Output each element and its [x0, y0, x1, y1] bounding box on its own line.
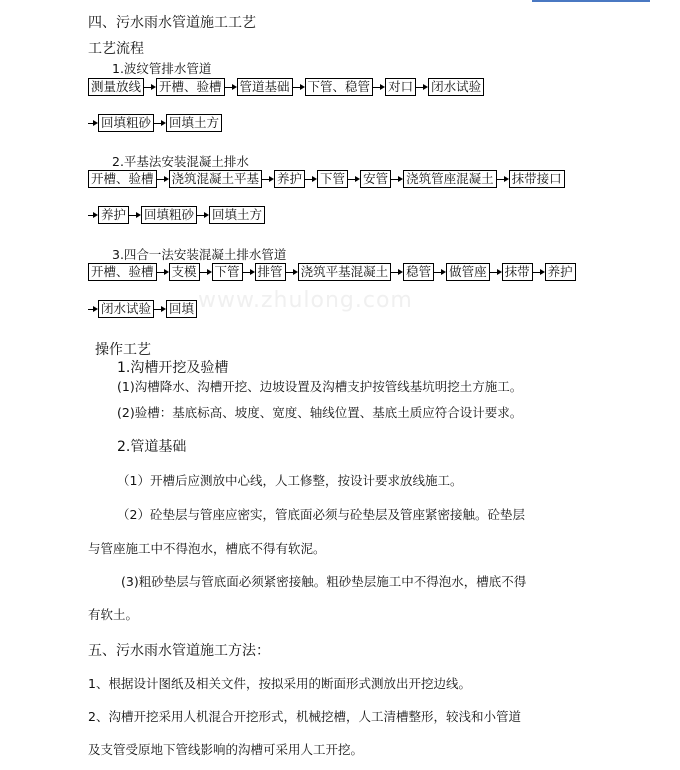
flow-step: 回填土方 [166, 114, 222, 132]
arrow-icon [88, 115, 98, 131]
operation-heading: 操作工艺 [95, 342, 151, 358]
flow-step: 开槽、验槽 [88, 170, 157, 188]
flow-step: 管道基础 [237, 78, 293, 96]
flow-step: 稳管 [403, 263, 434, 281]
section4-title: 四、污水雨水管道施工工艺 [88, 15, 256, 31]
flow-step: 回填粗砂 [98, 114, 154, 132]
flow3-row2 [88, 299, 197, 319]
flow-step: 回填 [166, 300, 197, 318]
section5-p1: 1、根据设计图纸及相关文件，按拟采用的断面形式测放出开挖边线。 [88, 676, 471, 691]
arrow-icon [262, 171, 274, 187]
operation-item2-p2b: 与管座施工中不得泡水，槽底不得有软泥。 [88, 541, 326, 556]
arrow-icon [197, 207, 209, 223]
section5-p2a: 2、沟槽开挖采用人机混合开挖形式，机械挖槽，人工清槽整形，较浅和小管道 [88, 709, 521, 724]
flow-step: 养护 [98, 206, 129, 224]
arrow-icon [157, 171, 169, 187]
flow2-row2 [88, 205, 265, 225]
flow-step: 开槽、验槽 [88, 263, 157, 281]
flow-step: 抹带 [502, 263, 533, 281]
flow-step: 回填土方 [209, 206, 265, 224]
flow-step: 下管 [212, 263, 243, 281]
operation-item1-p1: (1)沟槽降水、沟槽开挖、边坡设置及沟槽支护按管线基坑明挖土方施工。 [117, 379, 523, 394]
flow1-title: 1.波纹管排水管道 [112, 61, 212, 76]
flow-step: 浇筑管座混凝土 [403, 170, 497, 188]
flow-step: 做管座 [446, 263, 490, 281]
section5-p2b: 及支管受原地下管线影响的沟槽可采用人工开挖。 [88, 742, 364, 757]
operation-item2-title: 2.管道基础 [117, 439, 187, 455]
flow-step: 对口 [385, 78, 416, 96]
process-heading: 工艺流程 [88, 41, 144, 57]
flow-step: 闭水试验 [98, 300, 154, 318]
top-accent-bar [532, 0, 650, 2]
arrow-icon [497, 171, 509, 187]
arrow-icon [243, 264, 255, 280]
flow-step: 抹带接口 [509, 170, 565, 188]
flow2-title: 2.平基法安装混凝土排水 [112, 154, 249, 169]
arrow-icon [154, 115, 166, 131]
arrow-icon [144, 79, 156, 95]
flow1-row1 [88, 77, 484, 97]
operation-item2-p2a: （2）砼垫层与管座应密实，管底面必须与砼垫层及管座紧密接触。砼垫层 [117, 507, 525, 522]
arrow-icon [348, 171, 360, 187]
flow2-row1 [88, 169, 565, 189]
flow-step: 排管 [255, 263, 286, 281]
arrow-icon [286, 264, 298, 280]
arrow-icon [88, 207, 98, 223]
flow-step: 养护 [545, 263, 576, 281]
arrow-icon [154, 301, 166, 317]
operation-item2-p3a: (3)粗砂垫层与管底面必须紧密接触。粗砂垫层施工中不得泡水，槽底不得 [121, 574, 527, 589]
arrow-icon [305, 171, 317, 187]
operation-item2-p1: （1）开槽后应测放中心线，人工修整，按设计要求放线施工。 [117, 473, 463, 488]
flow3-row1 [88, 262, 576, 282]
operation-item2-p3b: 有软土。 [88, 607, 139, 622]
flow-step: 闭水试验 [428, 78, 484, 96]
arrow-icon [373, 79, 385, 95]
operation-item1-title: 1.沟槽开挖及验槽 [117, 360, 229, 376]
flow-step: 测量放线 [88, 78, 144, 96]
arrow-icon [391, 264, 403, 280]
flow-step: 安管 [360, 170, 391, 188]
flow-step: 下管 [317, 170, 348, 188]
flow1-row2 [88, 113, 222, 133]
flow-step: 浇筑混凝土平基 [169, 170, 263, 188]
flow-step: 下管、稳管 [305, 78, 374, 96]
flow3-title: 3.四合一法安装混凝土排水管道 [112, 247, 287, 262]
arrow-icon [129, 207, 141, 223]
flow-step: 支模 [169, 263, 200, 281]
flow-step: 浇筑平基混凝土 [298, 263, 392, 281]
operation-item1-p2: (2)验槽：基底标高、坡度、宽度、轴线位置、基底土质应符合设计要求。 [117, 405, 523, 420]
section5-title: 五、污水雨水管道施工方法： [88, 643, 270, 659]
arrow-icon [434, 264, 446, 280]
arrow-icon [416, 79, 428, 95]
arrow-icon [293, 79, 305, 95]
arrow-icon [200, 264, 212, 280]
flow-step: 养护 [274, 170, 305, 188]
arrow-icon [225, 79, 237, 95]
arrow-icon [88, 301, 98, 317]
arrow-icon [490, 264, 502, 280]
flow-step: 开槽、验槽 [156, 78, 225, 96]
flow-step: 回填粗砂 [141, 206, 197, 224]
arrow-icon [391, 171, 403, 187]
watermark: www.zhulong.com [198, 288, 413, 313]
arrow-icon [157, 264, 169, 280]
arrow-icon [533, 264, 545, 280]
